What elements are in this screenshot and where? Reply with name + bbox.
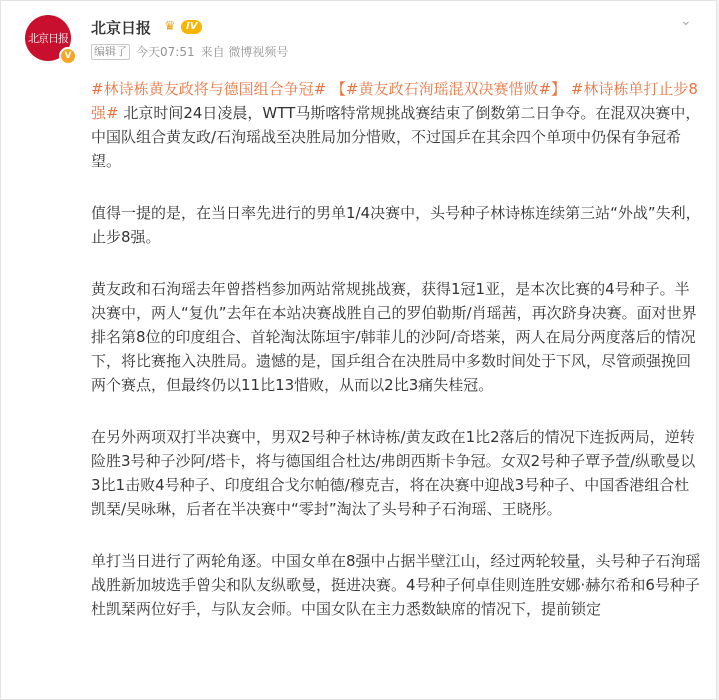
author-name[interactable]: 北京日报 bbox=[91, 19, 152, 37]
edited-label: 编辑了 bbox=[91, 44, 130, 60]
paragraph-2: 值得一提的是，在当日率先进行的男单1/4决赛中，头号种子林诗栋连续第三站“外战”失利，止步8强。 bbox=[91, 204, 701, 246]
paragraph-3: 黄友政和石洵瑶去年曾搭档参加两站常规挑战赛，获得1冠1亚，是本次比赛的4号种子。半决赛中，两人“复仇”去年在本站决赛战胜自己的罗伯勒斯/肖瑶茜，再次跻身决赛。面对世界排名第8位的印度组合、首轮淘汰陈垣宇/韩菲儿的沙阿/奇塔莱，两人在局分两度落后的情况下，将比赛拖入决胜局。遗憾的是，国乒组合在决胜局中多数时间处于下风，尽管顽强挽回两个赛点，但最终仍以11比13惜败，从而以2比3痛失桂冠。 bbox=[91, 280, 697, 394]
avatar[interactable]: 北京日报 bbox=[25, 15, 71, 61]
hashtag-link[interactable]: 【#黄友政石洵瑶混双决赛惜败#】 bbox=[330, 80, 567, 98]
paragraph-4: 在另外两项双打半决赛中，男双2号种子林诗栋/黄友政在1比2落后的情况下连扳两局，逆转险胜3号种子沙阿/塔卡，将与德国组合杜达/弗朗西斯卡争冠。女双2号种子覃予萱/纵歌曼以3比1击败4号种子、印度组合戈尔帕德/穆克吉，将在决赛中迎战3号种子、中国香港组合杜凯琹/吴咏琳，后者在半决赛中“零封”淘汰了头号种子石洵瑶、王晓彤。 bbox=[91, 428, 696, 518]
post-content bbox=[91, 77, 701, 649]
post-time[interactable]: 今天07:51 bbox=[136, 45, 195, 59]
level-badge[interactable]: IV bbox=[181, 20, 202, 34]
paragraph-5: 单打当日进行了两轮角逐。中国女单在8强中占据半壁江山，经过两轮较量，头号种子石洵瑶战胜新加坡选手曾尖和队友纵歌曼，挺进决赛。4号种子何卓佳则连胜安娜·赫尔希和6号种子杜凯琹两位好手，与队友会师。中国女队在主力悉数缺席的情况下，提前锁定 bbox=[91, 552, 701, 618]
chevron-down-icon[interactable]: ⌄ bbox=[680, 13, 692, 29]
paragraph-1-text: 北京时间24日凌晨，WTT马斯喀特常规挑战赛结束了倒数第二日争夺。在混双决赛中，中国队组合黄友政/石洵瑶战至决胜局加分惜败，不过国乒在其余四个单项中仍保有争冠希望。 bbox=[91, 104, 701, 170]
post-source: 来自 微博视频号 bbox=[200, 45, 289, 59]
hashtag-link[interactable]: #林诗栋单打止步8强# bbox=[91, 80, 698, 122]
verified-badge-icon: V bbox=[59, 47, 77, 65]
crown-icon: ♛ bbox=[164, 19, 176, 34]
post-meta bbox=[91, 43, 288, 60]
hashtag-link[interactable]: #林诗栋黄友政将与德国组合争冠# bbox=[91, 80, 327, 98]
paragraph-1 bbox=[91, 77, 701, 173]
